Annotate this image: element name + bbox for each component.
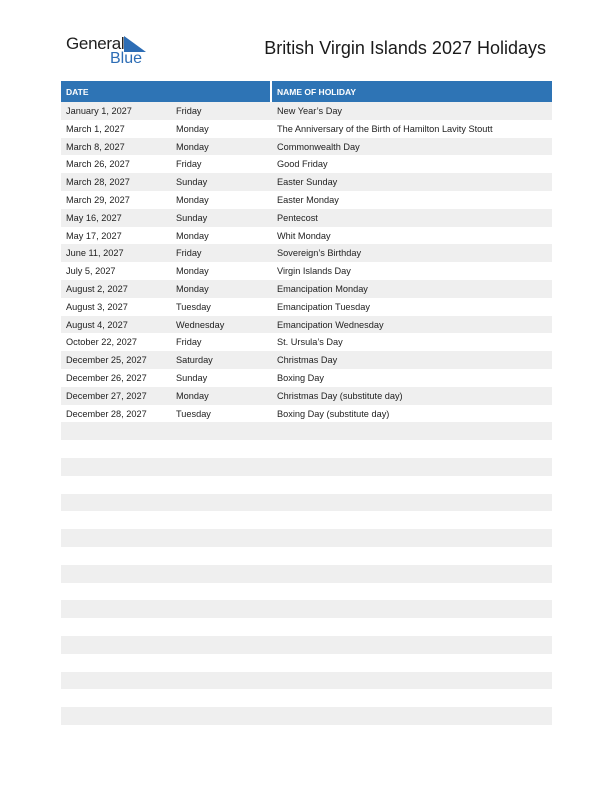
table-row [61, 191, 552, 209]
table-row [61, 102, 552, 120]
table-row [61, 138, 552, 156]
cell-date: March 28, 2027 [66, 177, 130, 188]
cell-holiday: St. Ursula’s Day [277, 337, 343, 348]
cell-day: Tuesday [176, 408, 211, 419]
cell-holiday: The Anniversary of the Birth of Hamilton Lavity Stoutt [277, 123, 493, 134]
table-row [61, 618, 552, 636]
cell-holiday: Virgin Islands Day [277, 266, 351, 277]
cell-date: March 8, 2027 [66, 141, 125, 152]
header-divider [270, 81, 272, 102]
logo-blue-text: Blue [110, 50, 143, 67]
table-row [61, 227, 552, 245]
cell-date: December 28, 2027 [66, 408, 147, 419]
table-row [61, 689, 552, 707]
cell-holiday: Boxing Day (substitute day) [277, 408, 390, 419]
table-body [61, 102, 552, 743]
logo [66, 34, 156, 68]
cell-date: December 25, 2027 [66, 355, 147, 366]
table-row [61, 511, 552, 529]
cell-holiday: Whit Monday [277, 230, 331, 241]
table-row [61, 440, 552, 458]
cell-date: March 1, 2027 [66, 123, 125, 134]
cell-holiday: Easter Monday [277, 194, 339, 205]
table-row [61, 244, 552, 262]
table-row [61, 351, 552, 369]
table-row [61, 600, 552, 618]
table-row [61, 316, 552, 334]
table-row [61, 476, 552, 494]
cell-date: August 2, 2027 [66, 283, 128, 294]
table-row [61, 636, 552, 654]
cell-day: Monday [176, 266, 209, 277]
header-date: DATE [66, 87, 89, 97]
table-row [61, 654, 552, 672]
cell-holiday: Pentecost [277, 212, 318, 223]
holiday-table [61, 81, 552, 743]
table-row [61, 387, 552, 405]
table-row [61, 120, 552, 138]
cell-day: Wednesday [176, 319, 225, 330]
cell-holiday: Easter Sunday [277, 177, 338, 188]
page-title: British Virgin Islands 2027 Holidays [264, 38, 546, 58]
cell-holiday: Emancipation Tuesday [277, 301, 370, 312]
table-row [61, 422, 552, 440]
table-row [61, 547, 552, 565]
cell-date: December 27, 2027 [66, 390, 147, 401]
table-row [61, 333, 552, 351]
cell-day: Monday [176, 230, 209, 241]
cell-date: August 4, 2027 [66, 319, 128, 330]
table-row [61, 262, 552, 280]
table-row [61, 565, 552, 583]
table-row [61, 280, 552, 298]
table-row [61, 155, 552, 173]
cell-date: January 1, 2027 [66, 106, 132, 116]
cell-date: October 22, 2027 [66, 337, 137, 348]
cell-holiday: Christmas Day [277, 355, 338, 366]
cell-holiday: New Year’s Day [277, 106, 343, 116]
cell-date: March 26, 2027 [66, 159, 130, 170]
cell-day: Friday [176, 248, 202, 259]
cell-day: Sunday [176, 372, 208, 383]
table-row [61, 529, 552, 547]
table-row [61, 369, 552, 387]
cell-day: Saturday [176, 355, 213, 366]
cell-date: May 16, 2027 [66, 212, 122, 223]
cell-holiday: Commonwealth Day [277, 141, 360, 152]
cell-holiday: Christmas Day (substitute day) [277, 390, 403, 401]
cell-day: Monday [176, 123, 209, 134]
cell-day: Friday [176, 159, 202, 170]
logo-general-text: General [66, 34, 125, 53]
cell-date: June 11, 2027 [66, 248, 124, 259]
cell-date: March 29, 2027 [66, 194, 130, 205]
header-holiday: NAME OF HOLIDAY [277, 87, 357, 97]
cell-day: Monday [176, 141, 209, 152]
cell-day: Sunday [176, 177, 208, 188]
table-row [61, 583, 552, 601]
table-row [61, 672, 552, 690]
table-row [61, 458, 552, 476]
cell-holiday: Emancipation Wednesday [277, 319, 384, 330]
table-row [61, 707, 552, 725]
cell-date: May 17, 2027 [66, 230, 122, 241]
cell-holiday: Emancipation Monday [277, 283, 368, 294]
table-row [61, 173, 552, 191]
table-row [61, 298, 552, 316]
cell-day: Monday [176, 194, 209, 205]
cell-day: Friday [176, 337, 202, 348]
table-header [61, 81, 552, 102]
cell-date: December 26, 2027 [66, 372, 147, 383]
table-row [61, 209, 552, 227]
cell-holiday: Good Friday [277, 159, 328, 170]
cell-day: Sunday [176, 212, 208, 223]
cell-day: Tuesday [176, 301, 211, 312]
cell-day: Monday [176, 390, 209, 401]
cell-date: July 5, 2027 [66, 266, 116, 277]
cell-holiday: Boxing Day [277, 372, 324, 383]
table-row [61, 405, 552, 423]
cell-day: Monday [176, 283, 209, 294]
cell-date: August 3, 2027 [66, 301, 128, 312]
cell-holiday: Sovereign’s Birthday [277, 248, 362, 259]
table-row [61, 494, 552, 512]
cell-day: Friday [176, 106, 202, 116]
table-row [61, 725, 552, 743]
